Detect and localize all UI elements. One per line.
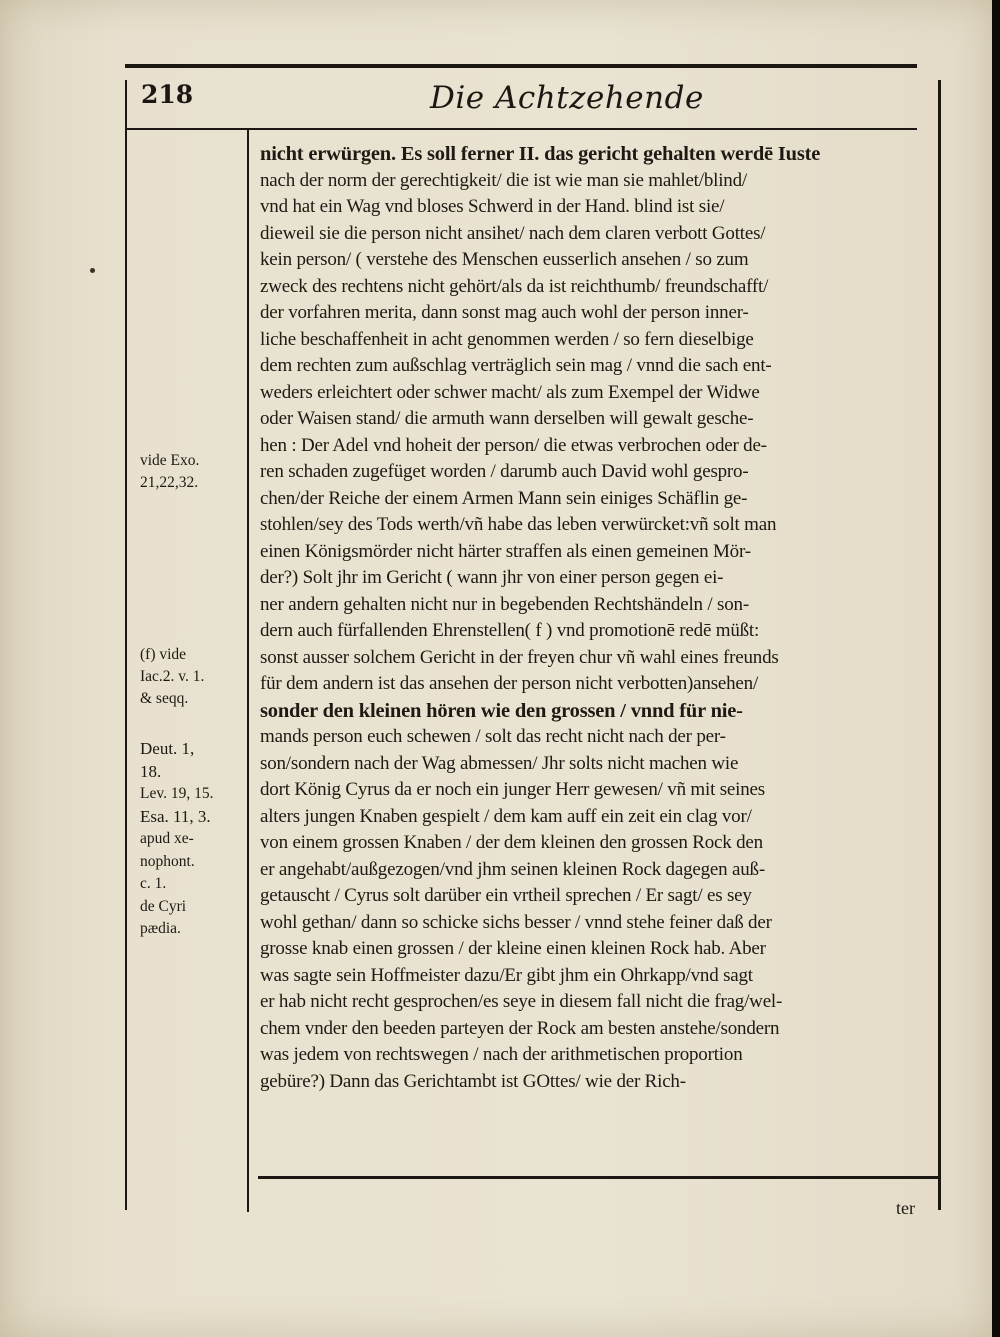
ink-spot: [90, 268, 95, 273]
text-line: sonst ausser solchem Gericht in der freyen chur vñ wahl eines freunds: [260, 646, 779, 668]
text-line: ren schaden zugefüget worden / darumb auch David wohl gespro-: [260, 461, 749, 482]
text-line: mands person euch schewen / solt das recht nicht nach der per-: [260, 726, 726, 747]
marginal-note-line: Deut. 1,: [140, 739, 195, 758]
text-line: der vorfahren merita, dann sonst mag auch wohl der person inner-: [260, 302, 749, 323]
marginal-note-line: pædia.: [140, 920, 181, 937]
text-line: wohl gethan/ dann so schicke sichs besser / vnnd stehe feiner daß der: [260, 911, 772, 933]
text-line: getauscht / Cyrus solt darüber ein vrtheil sprechen / Er sagt/ es sey: [260, 885, 752, 906]
text-line: alters jungen Knaben gespielt / dem kam auff ein zeit ein clag vor/: [260, 805, 752, 827]
text-line: er angehabt/außgezogen/vnd jhm seinen kleinen Rock dagegen auß-: [260, 858, 765, 880]
text-line: dem rechten zum außschlag verträglich sein mag / vnnd die sach ent-: [260, 355, 772, 376]
marginal-note-line: apud xe-: [140, 830, 194, 847]
page-edge-shadow: [992, 0, 1000, 1337]
text-line: ner andern gehalten nicht nur in begebenden Rechtshändeln / son-: [260, 593, 749, 615]
text-line: er hab nicht recht gesprochen/es seye in diesem fall nicht die frag/wel-: [260, 991, 783, 1012]
marginal-note-line: Esa. 11, 3.: [140, 806, 211, 826]
text-line: vnd hat ein Wag vnd bloses Schwerd in der Hand. blind ist sie/: [260, 196, 725, 217]
text-line: der?) Solt jhr im Gericht ( wann jhr von einer person gegen ei-: [260, 567, 724, 588]
marginal-note-line: nophont.: [140, 852, 195, 870]
text-line: von einem grossen Knaben / der dem kleinen den grossen Rock den: [260, 832, 763, 853]
page-number: 218: [141, 80, 194, 109]
text-line: dieweil sie die person nicht ansihet/ nach dem claren verbott Gottes/: [260, 222, 766, 244]
text-line: zweck des rechtens nicht gehört/als da ist reichthumb/ freundschafft/: [260, 275, 769, 297]
text-line: gebüre?) Dann das Gerichtambt ist GOttes/ wie der Rich-: [260, 1070, 686, 1092]
frame-left-rule: [125, 80, 127, 1210]
text-line: für dem andern ist das ansehen der person nicht verbotten)ansehen/: [260, 673, 759, 694]
text-line: liche beschaffenheit in acht genommen werden / so fern dieselbige: [260, 328, 754, 350]
running-head: Die Achtzehende: [430, 80, 704, 116]
text-line: stohlen/sey des Tods werth/vñ habe das leben verwürcket:vñ solt man: [260, 514, 777, 535]
frame-right-rule: [938, 80, 941, 1210]
marginal-note-line: vide Exo.: [140, 452, 200, 469]
marginal-note-line: (f) vide: [140, 646, 187, 663]
main-text-block: [260, 141, 930, 1095]
text-line: nach der norm der gerechtigkeit/ die ist wie man sie mahlet/blind/: [260, 169, 747, 191]
text-line: oder Waisen stand/ die armuth wann derselben will gewalt gesche-: [260, 408, 754, 429]
header-rule-top: [125, 64, 917, 68]
text-line: sonder den kleinen hören wie den grossen / vnnd für nie-: [260, 699, 743, 722]
text-line: nicht erwürgen. Es soll ferner II. das gericht gehalten werdē Iuste: [260, 143, 821, 165]
marginal-note-line: 21,22,32.: [140, 474, 199, 491]
text-line: dern auch fürfallenden Ehrenstellen( f ) vnd promotionē redē müßt:: [260, 620, 760, 641]
marginal-note-line: Lev. 19, 15.: [140, 785, 214, 802]
text-line: dort König Cyrus da er noch ein junger Herr gewesen/ vñ mit seines: [260, 779, 765, 800]
marginal-note-line: Iac.2. v. 1.: [140, 668, 205, 685]
marginal-note-line: de Cyri: [140, 897, 187, 915]
marginal-note-deuteronomy: [140, 738, 240, 941]
marginal-note-line: & seqq.: [140, 690, 189, 707]
text-line: was jedem von rechtswegen / nach der arithmetischen proportion: [260, 1044, 743, 1065]
catchword: ter: [896, 1198, 915, 1218]
text-line: grosse knab einen grossen / der kleine einen kleinen Rock hab. Aber: [260, 938, 766, 959]
margin-column-rule: [247, 130, 249, 1212]
text-bottom-rule: [258, 1176, 938, 1179]
text-line: hen : Der Adel vnd hoheit der person/ die etwas verbrochen oder de-: [260, 434, 767, 456]
text-line: weders erleichtert oder schwer macht/ als zum Exempel der Widwe: [260, 381, 760, 403]
text-line: kein person/ ( verstehe des Menschen eusserlich ansehen / so zum: [260, 249, 749, 270]
marginal-note-exodus: [140, 450, 240, 494]
text-line: was sagte sein Hoffmeister dazu/Er gibt jhm ein Ohrkapp/vnd sagt: [260, 964, 753, 986]
text-line: chen/der Reiche der einem Armen Mann sein einiges Schäflin ge-: [260, 487, 748, 509]
marginal-note-line: 18.: [140, 761, 162, 781]
text-line: chem vnder den beeden parteyen der Rock am besten anstehe/sondern: [260, 1017, 780, 1039]
text-line: einen Königsmörder nicht härter straffen als einen gemeinen Mör-: [260, 540, 751, 562]
marginal-note-jacob: [140, 644, 240, 710]
marginal-note-line: c. 1.: [140, 875, 167, 892]
text-line: son/sondern nach der Wag abmessen/ Jhr solts nicht machen wie: [260, 752, 739, 774]
header-rule-bottom: [125, 128, 917, 130]
